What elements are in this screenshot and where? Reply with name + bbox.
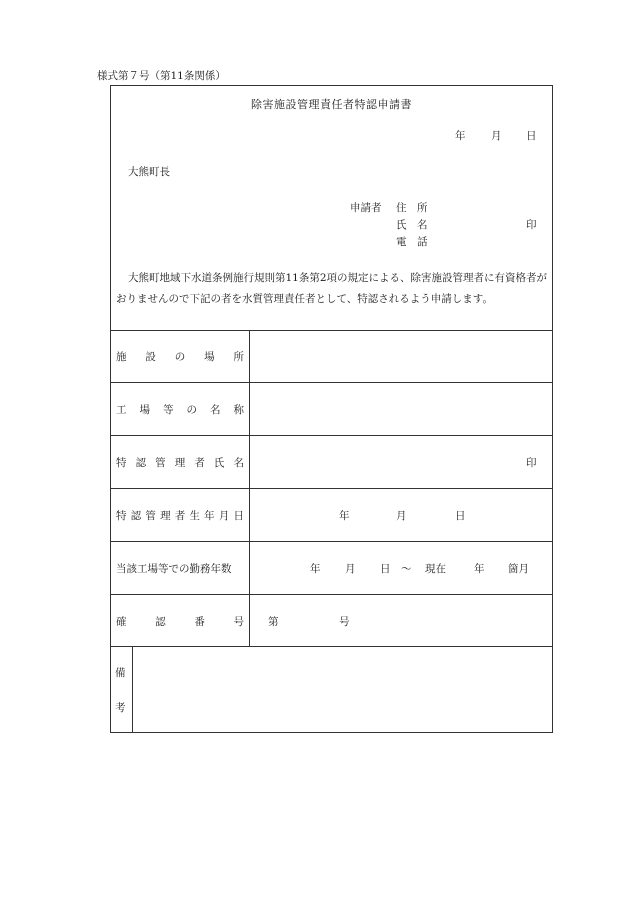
- service-month-label: 月: [345, 563, 356, 575]
- label-char: 特: [116, 509, 127, 522]
- manager-birthdate-label: [116, 507, 244, 523]
- label-char: 場: [139, 403, 150, 416]
- dai-prefix: 第: [268, 616, 279, 628]
- confirmation-number-label: [116, 613, 244, 629]
- seal-mark: 印: [526, 219, 537, 231]
- label-char: 認: [130, 509, 142, 522]
- manager-name-label: [116, 454, 244, 470]
- service-day-label: 日: [380, 563, 391, 575]
- label-char: 設: [145, 350, 156, 363]
- label-char: 称: [233, 403, 244, 416]
- factory-name-label: [116, 401, 244, 417]
- label-char: 管: [155, 456, 166, 469]
- manager-seal-mark: 印: [526, 457, 537, 469]
- label-char: 日: [233, 509, 244, 522]
- birth-day-label: 日: [455, 510, 466, 522]
- date-year-label: 年: [455, 130, 466, 142]
- label-char: 所: [233, 350, 244, 363]
- label-char: 年: [204, 509, 215, 522]
- label-char: 特: [116, 456, 127, 469]
- divider: [110, 541, 553, 542]
- label-char: 名: [233, 456, 244, 469]
- label-char: 号: [233, 615, 244, 628]
- remarks-label-char2: 考: [115, 702, 126, 714]
- divider: [110, 382, 553, 383]
- address-label: 住 所: [396, 202, 428, 214]
- label-char: 理: [174, 456, 186, 469]
- name-label: 氏 名: [396, 219, 428, 231]
- label-char: の: [186, 403, 197, 416]
- label-char: の: [174, 350, 186, 363]
- divider: [110, 488, 553, 489]
- divider: [110, 435, 553, 436]
- label-char: 氏: [213, 456, 225, 469]
- label-char: 認: [155, 615, 166, 628]
- form-number-label: 様式第７号（第11条関係）: [97, 70, 226, 82]
- label-char: 名: [210, 403, 221, 416]
- label-char: 認: [135, 456, 147, 469]
- label-char: 施: [116, 350, 127, 363]
- label-char: 工: [116, 403, 127, 416]
- label-char: 管: [145, 509, 156, 522]
- remarks-label-char1: 備: [115, 667, 126, 679]
- birth-month-label: 月: [396, 510, 407, 522]
- page-title: 除害施設管理責任者特認申請書: [251, 98, 412, 111]
- service-year-label: 年: [310, 563, 321, 575]
- label-char: 者: [174, 509, 186, 522]
- column-divider: [249, 330, 250, 646]
- divider: [110, 594, 553, 595]
- go-suffix: 号: [339, 616, 350, 628]
- label-char: 理: [160, 509, 171, 522]
- years-of-service-label: 当該工場等での勤務年数: [116, 563, 232, 575]
- label-char: 番: [194, 615, 205, 628]
- label-char: 確: [116, 615, 127, 628]
- divider: [110, 646, 553, 647]
- date-month-label: 月: [491, 130, 502, 142]
- divider: [110, 330, 553, 331]
- service-months-label: 箇月: [508, 563, 529, 575]
- service-year2-label: 年: [474, 563, 485, 575]
- label-char: 者: [194, 456, 205, 469]
- label-char: 生: [189, 509, 200, 522]
- application-statement: 大熊町地域下水道条例施行規則第11条第2項の規定による、除害施設管理者に有資格者がおりませんので下記の者を水質管理責任者として、特認されるよう申請します。: [116, 272, 548, 305]
- label-char: 等: [163, 403, 174, 416]
- phone-label: 電 話: [396, 236, 428, 248]
- addressee: 大熊町長: [128, 166, 170, 178]
- applicant-label: 申請者: [350, 202, 382, 214]
- birth-year-label: 年: [339, 510, 350, 522]
- current-label: 現在: [425, 563, 446, 575]
- label-char: 月: [218, 509, 230, 522]
- facility-location-label: [116, 348, 244, 364]
- remarks-divider: [132, 646, 133, 733]
- date-day-label: 日: [526, 130, 537, 142]
- label-char: 場: [204, 350, 215, 363]
- tilde-mark: ～: [401, 563, 412, 575]
